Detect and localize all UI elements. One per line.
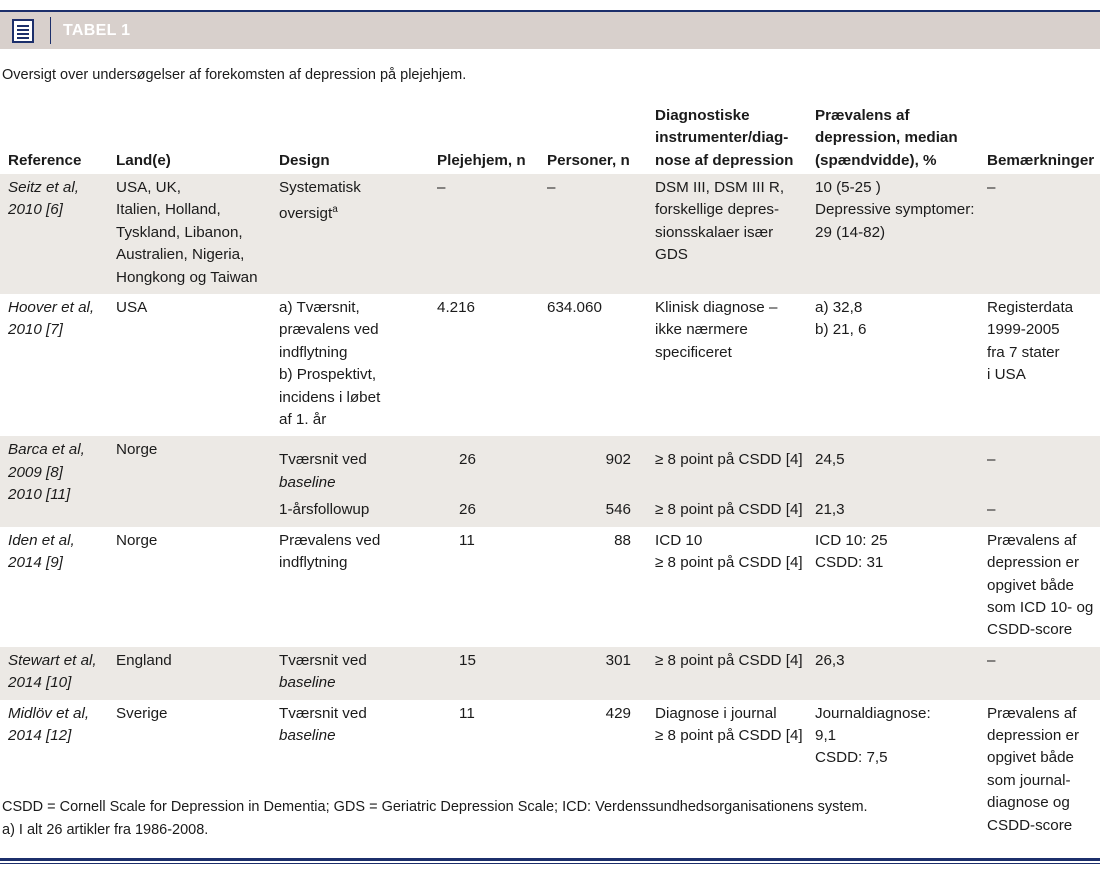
- cell-plejehjem: 4.216: [437, 299, 476, 317]
- cell-diagnostik: [647, 647, 807, 700]
- land-line: Tyskland, Libanon,: [116, 223, 243, 241]
- cell-reference: [0, 647, 108, 700]
- bemaerkninger-line: i USA: [987, 366, 1026, 384]
- cell-reference: [0, 436, 108, 526]
- land-line: England: [116, 651, 172, 669]
- cell-diagnostik: [647, 174, 807, 294]
- cell-land: [108, 294, 271, 436]
- col-header-praevalens: [807, 104, 979, 174]
- reference-line: Stewart et al,: [8, 651, 97, 669]
- footnote-abbreviations: CSDD = Cornell Scale for Depression in Dementia; GDS = Geriatric Depression Scale; ICD: Verdenssundhedsorganisationens system.: [2, 799, 868, 815]
- cell-design: [271, 647, 429, 700]
- cell-plejehjem: 11: [459, 704, 475, 722]
- col-header-line: instrumenter/diag-: [655, 129, 789, 147]
- col-header-plejehjem: [429, 104, 539, 174]
- cell-bemaerkninger: [979, 647, 1100, 700]
- praevalens-line: b) 21, 6: [815, 321, 867, 339]
- bottom-rule-thin: [0, 863, 1100, 864]
- praevalens-line: CSDD: 31: [815, 554, 884, 572]
- cell-praevalens: 21,3: [807, 499, 979, 526]
- table-row: [0, 174, 1100, 294]
- design-line: indflytning: [279, 554, 348, 572]
- col-header-bemaerkninger: [979, 104, 1100, 174]
- land-line: Sverige: [116, 704, 168, 722]
- land-line: Italien, Holland,: [116, 201, 221, 219]
- reference-line: Iden et al,: [8, 531, 75, 549]
- table-row: [0, 436, 1100, 499]
- table-caption: Oversigt over undersøgelser af forekomsten af depression på plejehjem.: [2, 67, 467, 83]
- cell-design: [271, 527, 429, 647]
- cell-personer: 429: [605, 704, 631, 722]
- table-row: [0, 647, 1100, 700]
- footnote-marker: a: [332, 204, 338, 216]
- cell-plejehjem: 26: [429, 436, 539, 499]
- design-line: Prævalens ved: [279, 531, 381, 549]
- design-line: af 1. år: [279, 411, 327, 429]
- diagnostik-line: ICD 10: [655, 531, 703, 549]
- cell-reference: [0, 174, 108, 294]
- bemaerkninger-line: –: [987, 651, 996, 669]
- bemaerkninger-line: fra 7 stater: [987, 343, 1060, 361]
- col-header-line: nose af depression: [655, 151, 794, 169]
- bemaerkninger-line: 1999-2005: [987, 321, 1060, 339]
- design-line: prævalens ved: [279, 321, 379, 339]
- cell-land: [108, 436, 271, 526]
- cell-personer: 301: [539, 647, 647, 700]
- diagnostik-line: specificeret: [655, 343, 732, 361]
- reference-line: 2010 [7]: [8, 321, 63, 339]
- design-text: 1-årsfollowup: [279, 501, 370, 519]
- cell-plejehjem: 15: [429, 647, 539, 700]
- design-line: oversigt$^a$: [279, 204, 338, 223]
- bemaerkninger-line: CSDD-score: [987, 621, 1073, 639]
- table-title-bar: [0, 12, 1100, 49]
- cell-reference: [0, 294, 108, 436]
- reference-line: 2014 [12]: [8, 726, 72, 744]
- col-header-line: Reference: [8, 151, 82, 169]
- cell-design: [271, 499, 429, 526]
- praevalens-line: 9,1: [815, 726, 837, 744]
- col-header-design: [271, 104, 429, 174]
- cell-design: [271, 436, 429, 499]
- footnote-a: a) I alt 26 artikler fra 1986-2008.: [2, 822, 209, 838]
- reference-line: 2009 [8]: [8, 463, 63, 481]
- cell-personer: 546: [539, 499, 647, 526]
- title-divider: [50, 17, 51, 44]
- land-line: USA, UK,: [116, 179, 181, 196]
- header-row: [0, 104, 1100, 174]
- bottom-rule: [0, 858, 1100, 861]
- cell-diagnostik: ≥ 8 point på CSDD [4]: [647, 436, 807, 499]
- cell-praevalens: [807, 647, 979, 700]
- cell-bemaerkninger: [979, 700, 1100, 842]
- table-row: [0, 527, 1100, 647]
- cell-bemaerkninger: [979, 527, 1100, 647]
- design-line: b) Prospektivt,: [279, 366, 377, 384]
- design-line: indflytning: [279, 343, 348, 361]
- praevalens-line: 10 (5-25 ): [815, 179, 881, 196]
- praevalens-line: ICD 10: 25: [815, 531, 888, 549]
- cell-land: [108, 174, 271, 294]
- reference-line: 2010 [11]: [8, 486, 71, 504]
- reference-line: 2014 [10]: [8, 674, 72, 692]
- diagnostik-line: ikke nærmere: [655, 321, 748, 339]
- cell-reference: [0, 527, 108, 647]
- cell-design: [271, 174, 429, 294]
- bemaerkninger-line: Prævalens af: [987, 704, 1077, 722]
- col-header-line: Personer, n: [547, 151, 630, 169]
- design-line: a) Tværsnit,: [279, 299, 360, 317]
- design-text: Tværsnit ved: [279, 451, 367, 469]
- cell-bemaerkninger: –: [979, 436, 1100, 499]
- bemaerkninger-line: Registerdata: [987, 299, 1074, 317]
- cell-bemaerkninger: –: [979, 499, 1100, 526]
- bemaerkninger-line: som ICD 10- og: [987, 598, 1094, 616]
- praevalens-line: CSDD: 7,5: [815, 749, 888, 767]
- cell-plejehjem: –: [429, 174, 539, 294]
- cell-plejehjem: 11: [459, 531, 475, 549]
- reference-line: 2014 [9]: [8, 554, 63, 572]
- diagnostik-line: ≥ 8 point på CSDD [4]: [655, 651, 803, 669]
- diagnostik-line: ≥ 8 point på CSDD [4]: [655, 554, 803, 572]
- design-line: Systematisk: [279, 179, 361, 196]
- col-header-line: (spændvidde), %: [815, 151, 937, 169]
- land-line: Hongkong og Taiwan: [116, 268, 258, 286]
- col-header-line: Design: [279, 151, 330, 169]
- cell-personer: 634.060: [547, 299, 602, 317]
- design-italic: baseline: [279, 674, 336, 692]
- land-line: USA: [116, 299, 148, 317]
- reference-line: 2010 [6]: [8, 201, 63, 219]
- cell-praevalens: [807, 174, 979, 294]
- reference-line: Midlöv et al,: [8, 704, 90, 722]
- design-text: Tværsnit ved: [279, 651, 367, 669]
- cell-land: [108, 527, 271, 647]
- cell-design: [271, 294, 429, 436]
- cell-personer: 88: [614, 531, 631, 549]
- col-header-personer: [539, 104, 647, 174]
- bemaerkninger-line: opgivet både: [987, 749, 1074, 767]
- design-text: Tværsnit ved: [279, 704, 367, 722]
- reference-line: Seitz et al,: [8, 179, 79, 196]
- document-icon: [12, 19, 34, 43]
- reference-line: Barca et al,: [8, 441, 85, 459]
- design-italic: baseline: [279, 726, 336, 744]
- praevalens-line: a) 32,8: [815, 299, 863, 317]
- bemaerkninger-line: diagnose og: [987, 794, 1070, 812]
- cell-plejehjem: 26: [429, 499, 539, 526]
- footnotes: [2, 796, 868, 842]
- table-title: TABEL 1: [63, 22, 131, 39]
- cell-praevalens: [807, 294, 979, 436]
- praevalens-line: Journaldiagnose:: [815, 704, 931, 722]
- col-header-line: depression, median: [815, 129, 958, 147]
- col-header-land: [108, 104, 271, 174]
- design-line: incidens i løbet: [279, 388, 381, 406]
- praevalens-line: 29 (14-82): [815, 223, 886, 241]
- bemaerkninger-line: depression er: [987, 726, 1080, 744]
- col-header-line: Plejehjem, n: [437, 151, 526, 169]
- col-header-diagnostik: [647, 104, 807, 174]
- cell-personer: 902: [539, 436, 647, 499]
- land-line: Norge: [116, 531, 158, 549]
- cell-praevalens: [807, 527, 979, 647]
- cell-diagnostik: [647, 527, 807, 647]
- reference-line: Hoover et al,: [8, 299, 95, 317]
- diagnostik-line: forskellige depres-: [655, 201, 780, 219]
- cell-bemaerkninger: [979, 294, 1100, 436]
- studies-table: [0, 104, 1100, 842]
- bemaerkninger-line: som journal-: [987, 771, 1071, 789]
- bemaerkninger-line: Prævalens af: [987, 531, 1077, 549]
- col-header-line: Diagnostiske: [655, 106, 750, 124]
- cell-bemaerkninger: [979, 174, 1100, 294]
- col-header-reference: [0, 104, 108, 174]
- table-row: [0, 294, 1100, 436]
- cell-land: [108, 647, 271, 700]
- bemaerkninger-line: –: [987, 179, 996, 196]
- land-line: Norge: [116, 441, 158, 459]
- design-italic: baseline: [279, 473, 336, 491]
- col-header-line: Bemærkninger: [987, 151, 1095, 169]
- land-line: Australien, Nigeria,: [116, 246, 245, 264]
- col-header-line: Land(e): [116, 151, 171, 169]
- cell-personer: –: [539, 174, 647, 294]
- bemaerkninger-line: CSDD-score: [987, 816, 1073, 834]
- col-header-line: Prævalens af: [815, 106, 910, 124]
- cell-praevalens: 24,5: [807, 436, 979, 499]
- bemaerkninger-line: depression er: [987, 554, 1080, 572]
- praevalens-line: Depressive symptomer:: [815, 201, 975, 219]
- diagnostik-line: Diagnose i journal: [655, 704, 777, 722]
- diagnostik-line: DSM III, DSM III R,: [655, 179, 785, 196]
- bemaerkninger-line: opgivet både: [987, 576, 1074, 594]
- diagnostik-line: Klinisk diagnose –: [655, 299, 778, 317]
- cell-diagnostik: ≥ 8 point på CSDD [4]: [647, 499, 807, 526]
- diagnostik-line: sionsskalaer især GDS: [655, 223, 774, 264]
- cell-diagnostik: [647, 294, 807, 436]
- praevalens-line: 26,3: [815, 651, 845, 669]
- diagnostik-line: ≥ 8 point på CSDD [4]: [655, 726, 803, 744]
